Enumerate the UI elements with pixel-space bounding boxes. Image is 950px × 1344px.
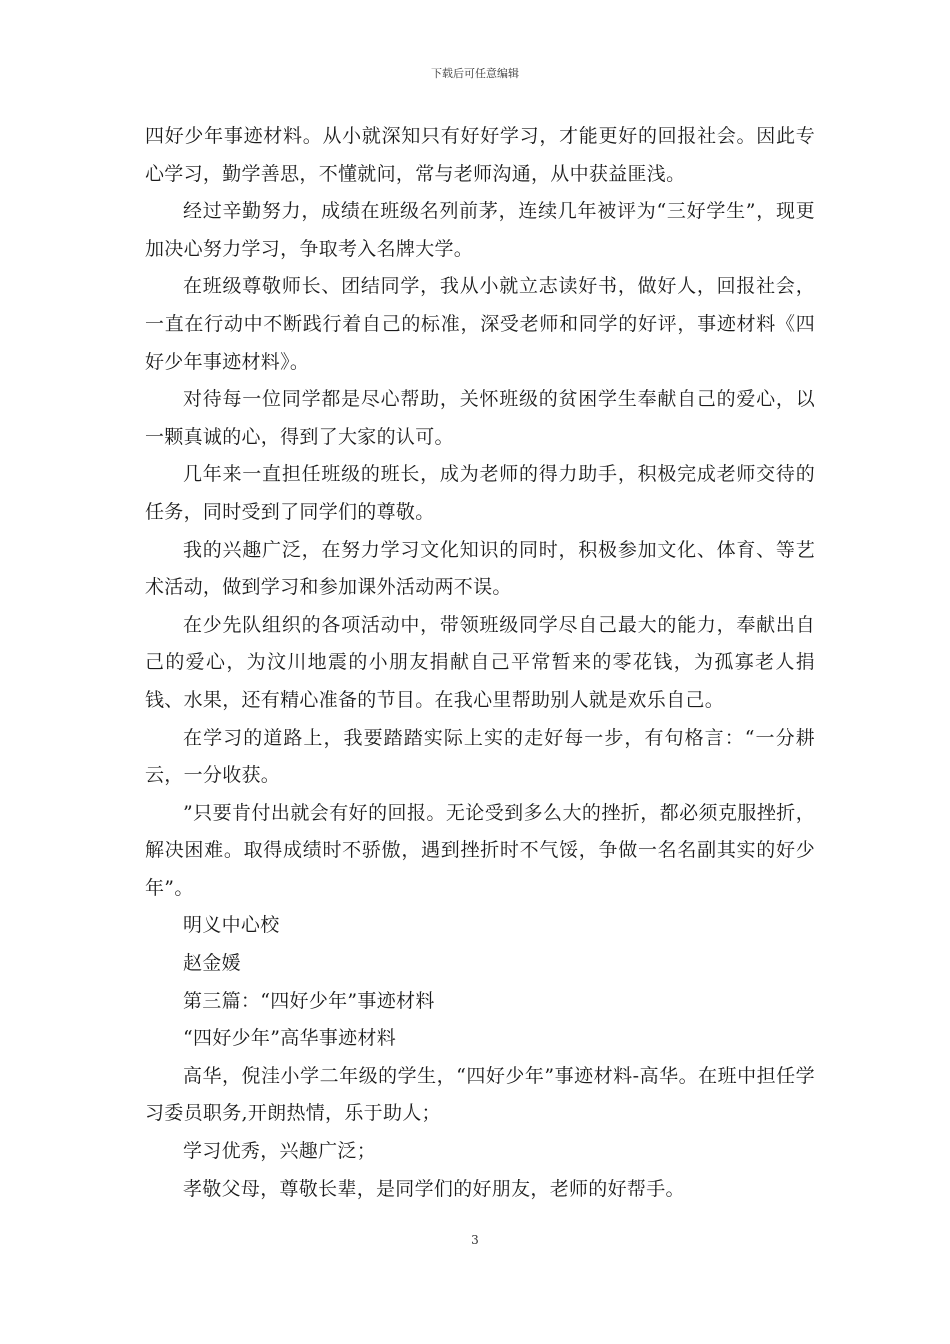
paragraph: 几年来一直担任班级的班长，成为老师的得力助手，积极完成老师交待的任务，同时受到了同学们的尊敬。 [145, 463, 815, 523]
page-number: 3 [471, 1233, 479, 1247]
section-subheading: “四好少年”高华事迹材料 [183, 1027, 397, 1050]
paragraph: 在少先队组织的各项活动中，带领班级同学尽自己最大的能力，奉献出自己的爱心，为汶川地震的小朋友捐献自己平常暂来的零花钱，为孤寡老人捐钱、水果，还有精心准备的节目。在我心里帮助别人就是欢乐自己。 [145, 613, 815, 711]
paragraph: 对待每一位同学都是尽心帮助，关怀班级的贫困学生奉献自己的爱心，以一颗真诚的心，得到了大家的认可。 [145, 388, 815, 448]
paragraph: 经过辛勤努力，成绩在班级名列前茅，连续几年被评为“三好学生”，现更加决心努力学习，争取考入名牌大学。 [145, 200, 815, 260]
paragraph: 我的兴趣广泛，在努力学习文化知识的同时，积极参加文化、体育、等艺术活动，做到学习和参加课外活动两不误。 [145, 538, 815, 599]
paragraph: 高华，倪洼小学二年级的学生，“四好少年”事迹材料-高华。在班中担任学习委员职务,开朗热情，乐于助人； [145, 1064, 815, 1125]
paragraph: 在学习的道路上，我要踏踏实际上实的走好每一步，有句格言：“一分耕云，一分收获。 [145, 726, 815, 787]
school-name: 明义中心校 [183, 914, 280, 937]
paragraph: 孝敬父母，尊敬长辈，是同学们的好朋友，老师的好帮手。 [183, 1177, 685, 1200]
paragraph: 在班级尊敬师长、团结同学，我从小就立志读好书，做好人，回报社会，一直在行动中不断践行着自己的标准，深受老师和同学的好评，事迹材料《四好少年事迹材料》。 [145, 275, 815, 373]
page-header: 下载后可任意编辑 [431, 67, 519, 80]
paragraph: 学习优秀，兴趣广泛； [183, 1140, 377, 1163]
document-body [145, 118, 815, 1208]
author-name: 赵金媛 [183, 952, 241, 975]
paragraph: 四好少年事迹材料。从小就深知只有好好学习，才能更好的回报社会。因此专心学习，勤学善思，不懂就问，常与老师沟通，从中获益匪浅。 [145, 125, 815, 185]
paragraph: ”只要肯付出就会有好的回报。无论受到多么大的挫折，都必须克服挫折，解决困难。取得成绩时不骄傲，遇到挫折时不气馁，争做一名名副其实的好少年”。 [145, 801, 815, 899]
section-heading: 第三篇：“四好少年”事迹材料 [183, 989, 435, 1012]
